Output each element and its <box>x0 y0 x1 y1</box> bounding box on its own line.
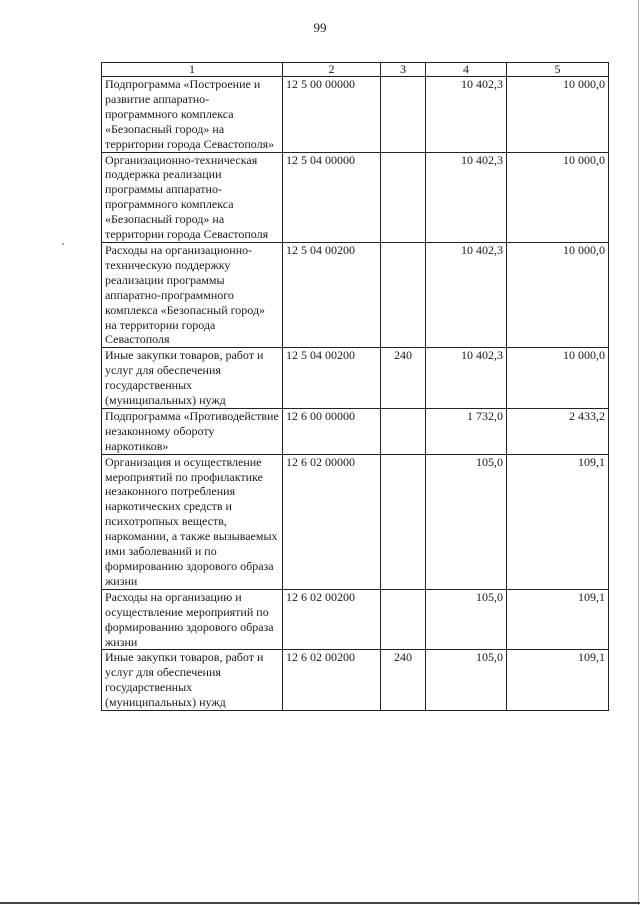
row-amount-2: 109,1 <box>507 589 609 650</box>
row-code: 12 6 02 00200 <box>283 650 381 711</box>
row-name: Организационно-техническая поддержка реализации программы аппаратно-программного комплекса «Безопасный город» на территории города Севастополя <box>102 152 283 242</box>
table-row <box>102 408 609 454</box>
row-name: Организация и осуществление мероприятий по профилактике незаконного потребления наркотических средств и психотропных веществ, наркомании, а также вызываемых ими заболеваний и по формированию здорового образа жизни <box>102 454 283 589</box>
header-col-1: 1 <box>102 63 283 77</box>
row-type <box>381 589 426 650</box>
row-amount-2: 109,1 <box>507 454 609 589</box>
budget-table <box>101 62 609 711</box>
table-row <box>102 454 609 589</box>
row-type <box>381 408 426 454</box>
row-code: 12 5 04 00200 <box>283 242 381 347</box>
row-code: 12 6 02 00000 <box>283 454 381 589</box>
row-code: 12 5 04 00000 <box>283 152 381 242</box>
header-col-4: 4 <box>426 63 507 77</box>
row-amount-1: 10 402,3 <box>426 242 507 347</box>
row-amount-2: 10 000,0 <box>507 77 609 153</box>
row-type <box>381 454 426 589</box>
row-amount-2: 10 000,0 <box>507 348 609 409</box>
row-name: Подпрограмма «Противодействие незаконному обороту наркотиков» <box>102 408 283 454</box>
table-row <box>102 152 609 242</box>
row-name: Иные закупки товаров, работ и услуг для обеспечения государственных (муниципальных) нужд <box>102 650 283 711</box>
row-type: 240 <box>381 348 426 409</box>
header-row <box>102 63 609 77</box>
table-row <box>102 650 609 711</box>
scan-edge-right <box>638 0 639 905</box>
row-type <box>381 242 426 347</box>
row-amount-2: 2 433,2 <box>507 408 609 454</box>
row-name: Расходы на организационно-техническую поддержку реализации программы аппаратно-программного комплекса «Безопасный город» на территории города Севастополя <box>102 242 283 347</box>
table-body <box>102 77 609 711</box>
table-row <box>102 77 609 153</box>
row-type: 240 <box>381 650 426 711</box>
row-name: Подпрограмма «Построение и развитие аппаратно-программного комплекса «Безопасный город» на территории города Севастополя» <box>102 77 283 153</box>
row-name: Расходы на организацию и осуществление мероприятий по формированию здорового образа жизни <box>102 589 283 650</box>
row-code: 12 6 00 00000 <box>283 408 381 454</box>
row-amount-2: 10 000,0 <box>507 152 609 242</box>
row-amount-1: 10 402,3 <box>426 152 507 242</box>
row-code: 12 5 00 00000 <box>283 77 381 153</box>
row-amount-1: 105,0 <box>426 650 507 711</box>
row-name: Иные закупки товаров, работ и услуг для обеспечения государственных (муниципальных) нужд <box>102 348 283 409</box>
scan-edge-bottom <box>0 902 640 904</box>
table-row <box>102 348 609 409</box>
header-col-2: 2 <box>283 63 381 77</box>
row-code: 12 6 02 00200 <box>283 589 381 650</box>
row-amount-1: 10 402,3 <box>426 348 507 409</box>
row-type <box>381 77 426 153</box>
row-type <box>381 152 426 242</box>
row-amount-1: 105,0 <box>426 454 507 589</box>
row-amount-1: 105,0 <box>426 589 507 650</box>
table-row <box>102 242 609 347</box>
row-amount-1: 10 402,3 <box>426 77 507 153</box>
table-row <box>102 589 609 650</box>
header-col-5: 5 <box>507 63 609 77</box>
row-amount-2: 109,1 <box>507 650 609 711</box>
scan-speck <box>62 243 64 245</box>
row-code: 12 5 04 00200 <box>283 348 381 409</box>
header-col-3: 3 <box>381 63 426 77</box>
row-amount-2: 10 000,0 <box>507 242 609 347</box>
table-header <box>102 63 609 77</box>
page-number: 99 <box>313 20 327 35</box>
row-amount-1: 1 732,0 <box>426 408 507 454</box>
